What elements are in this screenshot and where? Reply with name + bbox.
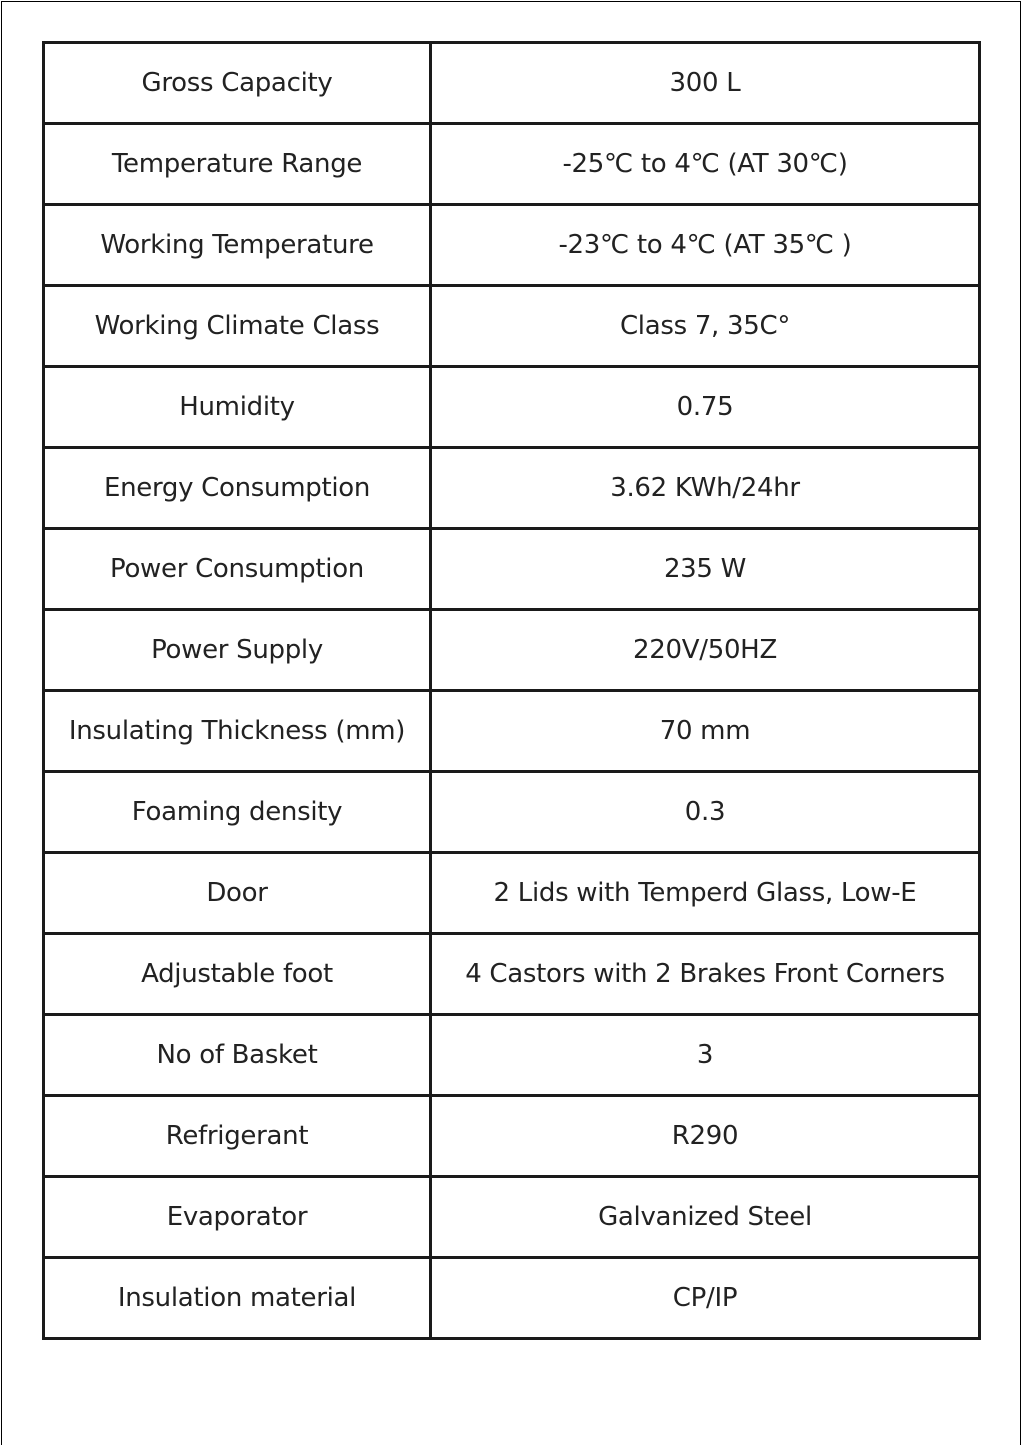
spec-label: Evaporator [44, 1177, 431, 1258]
table-row [44, 610, 980, 691]
table-row [44, 934, 980, 1015]
spec-label: Working Climate Class [44, 286, 431, 367]
spec-label: Insulating Thickness (mm) [44, 691, 431, 772]
table-row [44, 1015, 980, 1096]
spec-value: Galvanized Steel [431, 1177, 980, 1258]
spec-value: Class 7, 35C° [431, 286, 980, 367]
table-row [44, 1177, 980, 1258]
table-row [44, 286, 980, 367]
spec-label: Power Consumption [44, 529, 431, 610]
spec-value: 220V/50HZ [431, 610, 980, 691]
table-row [44, 124, 980, 205]
spec-value: 235 W [431, 529, 980, 610]
spec-label: Insulation material [44, 1258, 431, 1339]
spec-label: Working Temperature [44, 205, 431, 286]
spec-value: 0.3 [431, 772, 980, 853]
spec-value: -25℃ to 4℃ (AT 30℃) [431, 124, 980, 205]
table-row [44, 772, 980, 853]
spec-table [42, 41, 981, 1340]
spec-label: Door [44, 853, 431, 934]
table-row [44, 367, 980, 448]
spec-label: Energy Consumption [44, 448, 431, 529]
table-row [44, 691, 980, 772]
spec-value: R290 [431, 1096, 980, 1177]
spec-value: 300 L [431, 43, 980, 124]
table-row [44, 448, 980, 529]
table-row [44, 43, 980, 124]
spec-table-body [44, 43, 980, 1339]
spec-label: Refrigerant [44, 1096, 431, 1177]
spec-label: Power Supply [44, 610, 431, 691]
spec-label: Humidity [44, 367, 431, 448]
spec-value: 70 mm [431, 691, 980, 772]
spec-label: No of Basket [44, 1015, 431, 1096]
spec-value: 0.75 [431, 367, 980, 448]
spec-value: 3.62 KWh/24hr [431, 448, 980, 529]
spec-label: Temperature Range [44, 124, 431, 205]
spec-value: -23℃ to 4℃ (AT 35℃ ) [431, 205, 980, 286]
table-row [44, 529, 980, 610]
table-row [44, 205, 980, 286]
table-row [44, 853, 980, 934]
spec-value: CP/IP [431, 1258, 980, 1339]
spec-value: 2 Lids with Temperd Glass, Low-E [431, 853, 980, 934]
spec-value: 4 Castors with 2 Brakes Front Corners [431, 934, 980, 1015]
table-row [44, 1096, 980, 1177]
spec-label: Gross Capacity [44, 43, 431, 124]
table-row [44, 1258, 980, 1339]
spec-label: Adjustable foot [44, 934, 431, 1015]
spec-label: Foaming density [44, 772, 431, 853]
spec-value: 3 [431, 1015, 980, 1096]
